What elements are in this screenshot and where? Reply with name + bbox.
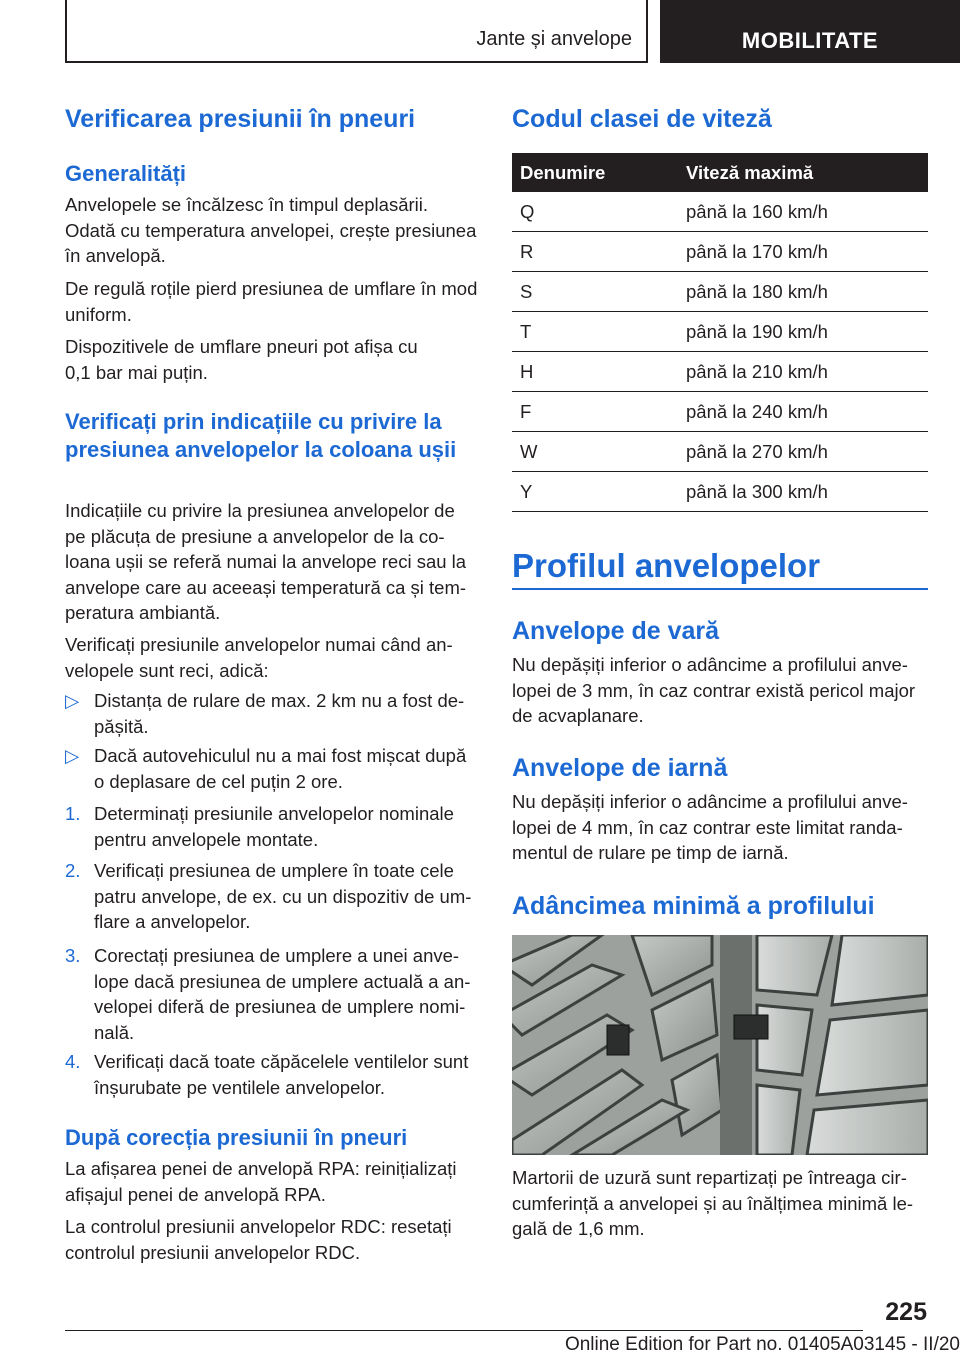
table-cell: până la 190 km/h: [678, 312, 928, 352]
table-row: [512, 232, 928, 272]
table-header-row: [512, 153, 928, 192]
section-title: Jante și anvelope: [476, 28, 632, 50]
list-item-text: Dacă autovehiculul nu a mai fost mișcat după o deplasare de cel puțin 2 ore.: [94, 745, 467, 792]
table-row: [512, 392, 928, 432]
speed-class-title: Codul clasei de viteză: [512, 105, 772, 133]
list-item: [65, 688, 478, 739]
step-number: 2.: [65, 860, 81, 881]
list-item: [65, 743, 478, 794]
speed-table: [512, 153, 928, 512]
step-item: [65, 858, 478, 935]
profile-title: Profilul anvelopelor: [512, 547, 821, 584]
step-item: [65, 1049, 478, 1100]
summer-heading: Anvelope de vară: [512, 617, 720, 645]
general-paragraph-3: Dispozitivele de umflare pneuri pot afișa cu 0,1 bar mai puțin.: [65, 336, 418, 383]
general-paragraph-2: De regulă roțile pierd presiunea de umflare în mod uniform.: [65, 278, 478, 325]
check-paragraph-1: Indicațiile cu privire la presiunea anvelopelor de pe plăcuța de presiune a anvelopelor de la coloana ușii se referă numai la anvelope reci sau la anvelope care au aceeași temperatură ca și temperatura ambiantă.: [65, 500, 467, 623]
table-cell: F: [512, 392, 678, 432]
triangle-bullet-icon: ▷: [65, 745, 80, 766]
step-number: 1.: [65, 803, 81, 824]
table-cell: până la 300 km/h: [678, 472, 928, 512]
after-paragraph-2: La controlul presiunii anvelopelor RDC: resetați controlul presiunii anvelopelor RDC.: [65, 1216, 452, 1263]
winter-heading: Anvelope de iarnă: [512, 754, 728, 782]
table-cell: până la 270 km/h: [678, 432, 928, 472]
list-item-text: Distanța de rulare de max. 2 km nu a fost depășită.: [94, 690, 465, 737]
edition-footer: Online Edition for Part no. 01405A03145 - II/20: [564, 1334, 960, 1355]
table-row: [512, 352, 928, 392]
table-cell: W: [512, 432, 678, 472]
table-cell: până la 180 km/h: [678, 272, 928, 312]
step-text: Determinați presiunile anvelopelor nominale pentru anvelopele montate.: [94, 803, 454, 850]
table-row: [512, 192, 928, 232]
column-header: Viteză maximă: [678, 153, 928, 192]
check-heading: Verificați prin indicațiile cu privire la presiunea anvelopelor la coloana ușii: [65, 409, 457, 462]
step-number: 4.: [65, 1051, 81, 1072]
header-box: [65, 0, 648, 63]
table-cell: R: [512, 232, 678, 272]
step-text: Verificați presiunea de umplere în toate cele patru anvelope, de ex. cu un dispozitiv de umflare a anvelopelor.: [94, 860, 472, 932]
table-cell: H: [512, 352, 678, 392]
min-depth-heading: Adâncimea minimă a profilului: [512, 892, 875, 920]
after-heading: După corecția presiunii în pneuri: [65, 1125, 408, 1150]
footer-rule: [65, 1330, 863, 1331]
after-paragraph-1: La afișarea penei de anvelopă RPA: reinițializați afișajul penei de anvelopă RPA.: [65, 1158, 457, 1205]
step-item: [65, 943, 478, 1045]
tire-tread-image: [512, 935, 928, 1155]
table-row: [512, 272, 928, 312]
table-cell: până la 240 km/h: [678, 392, 928, 432]
image-caption: Martorii de uzură sunt repartizați pe întreaga circumferință a anvelopei și au înălțimea minimă legală de 1,6 mm.: [512, 1167, 914, 1239]
check-paragraph-2: Verificați presiunile anvelopelor numai când anvelopele sunt reci, adică:: [65, 634, 453, 681]
page-number: 225: [885, 1298, 927, 1326]
general-paragraph-1: Anvelopele se încălzesc în timpul deplasării. Odată cu temperatura anvelopei, crește presiunea în anvelopă.: [65, 194, 477, 266]
table-row: [512, 432, 928, 472]
table-cell: până la 160 km/h: [678, 192, 928, 232]
step-text: Verificați dacă toate căpăcelele ventilelor sunt înșurubate pe ventilele anvelopelor.: [94, 1051, 469, 1098]
table-cell: Q: [512, 192, 678, 232]
step-text: Corectați presiunea de umplere a unei anvelope dacă presiunea de umplere actuală a anvelopei diferă de presiunea de umplere nominală.: [94, 945, 471, 1043]
triangle-bullet-icon: ▷: [65, 690, 80, 711]
table-cell: până la 170 km/h: [678, 232, 928, 272]
step-number: 3.: [65, 945, 81, 966]
column-header: Denumire: [512, 153, 678, 192]
summer-paragraph: Nu depășiți inferior o adâncime a profilului anvelopei de 3 mm, în caz contrar există pericol major de acvaplanare.: [512, 654, 916, 726]
title-rule: [512, 588, 928, 590]
page-title: Verificarea presiunii în pneuri: [65, 105, 416, 133]
chapter-tab: MOBILITATE: [660, 0, 960, 63]
table-cell: până la 210 km/h: [678, 352, 928, 392]
table-row: [512, 312, 928, 352]
table-cell: S: [512, 272, 678, 312]
table-cell: Y: [512, 472, 678, 512]
table-row: [512, 472, 928, 512]
winter-paragraph: Nu depășiți inferior o adâncime a profilului anvelopei de 4 mm, în caz contrar este limitat randamentul de rulare pe timp de iarnă.: [512, 791, 908, 863]
general-heading: Generalități: [65, 161, 187, 186]
step-item: [65, 801, 478, 852]
table-cell: T: [512, 312, 678, 352]
